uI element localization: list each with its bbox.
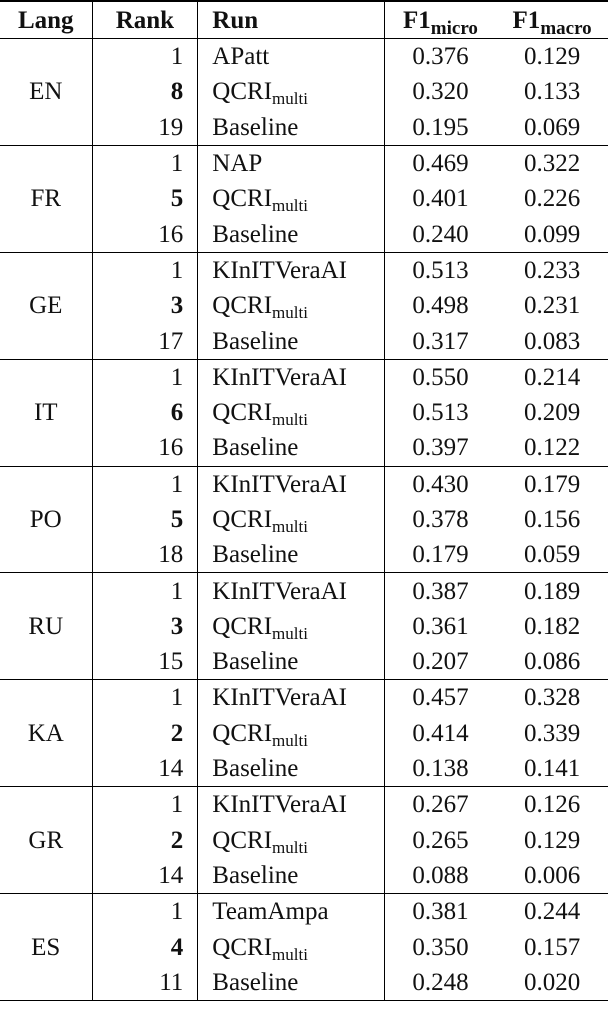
f1-macro-cell: 0.226 bbox=[523, 185, 581, 213]
f1-micro-cell: 0.513 bbox=[412, 399, 469, 427]
run-name: QCRI bbox=[212, 933, 273, 961]
table-row bbox=[0, 609, 608, 644]
run-cell bbox=[198, 965, 384, 1001]
lang-group bbox=[0, 787, 608, 894]
table-row bbox=[0, 181, 608, 216]
lang-cell: EN bbox=[0, 39, 92, 146]
f1-macro-cell: 0.322 bbox=[523, 150, 581, 178]
rank-cell: 1 bbox=[92, 894, 198, 930]
table-row bbox=[0, 466, 608, 502]
table-row bbox=[0, 323, 608, 359]
run-cell bbox=[198, 216, 384, 252]
run-name: QCRI bbox=[212, 78, 273, 106]
rank-cell: 1 bbox=[92, 252, 198, 288]
f1-macro-cell: 0.244 bbox=[523, 898, 581, 926]
run-cell bbox=[198, 751, 384, 787]
rank-cell: 3 bbox=[92, 609, 198, 644]
header-f1-macro bbox=[496, 1, 608, 39]
run-cell bbox=[198, 74, 384, 109]
run-name: Baseline bbox=[212, 327, 299, 355]
table-row bbox=[0, 395, 608, 430]
f1-macro-cell: 0.006 bbox=[523, 861, 581, 889]
f1-macro-cell: 0.339 bbox=[523, 719, 581, 747]
f1-macro-cell: 0.122 bbox=[523, 434, 581, 462]
f1-micro-cell: 0.498 bbox=[412, 292, 469, 320]
f1-micro-cell: 0.265 bbox=[412, 826, 469, 854]
table-row bbox=[0, 39, 608, 75]
table-row bbox=[0, 823, 608, 858]
run-cell bbox=[198, 858, 384, 894]
run-name-subscript: multi bbox=[272, 196, 308, 216]
table-row bbox=[0, 145, 608, 181]
f1-micro-cell: 0.179 bbox=[412, 541, 469, 569]
run-cell bbox=[198, 573, 384, 609]
run-name: KInITVeraAI bbox=[212, 363, 347, 391]
f1-macro-cell: 0.020 bbox=[523, 968, 581, 996]
rank-cell: 3 bbox=[92, 288, 198, 323]
rank-cell: 16 bbox=[92, 216, 198, 252]
run-cell bbox=[198, 323, 384, 359]
run-name: QCRI bbox=[212, 826, 273, 854]
f1-micro-cell: 0.550 bbox=[412, 363, 469, 391]
run-name: QCRI bbox=[212, 185, 273, 213]
header-f1-micro-main: F1 bbox=[403, 6, 431, 34]
f1-micro-cell: 0.457 bbox=[412, 684, 469, 712]
f1-micro-cell: 0.267 bbox=[412, 791, 469, 819]
header-f1-macro-sub: macro bbox=[540, 17, 592, 39]
header-run: Run bbox=[198, 1, 384, 39]
f1-micro-cell: 0.350 bbox=[412, 933, 469, 961]
run-name-subscript: multi bbox=[272, 89, 308, 109]
table-row bbox=[0, 751, 608, 787]
table-row bbox=[0, 110, 608, 146]
f1-micro-cell: 0.376 bbox=[412, 43, 469, 71]
rank-cell: 8 bbox=[92, 74, 198, 109]
header-lang: Lang bbox=[0, 1, 92, 39]
table-header bbox=[0, 1, 608, 39]
run-cell bbox=[198, 787, 384, 823]
lang-cell: IT bbox=[0, 359, 92, 466]
table-row bbox=[0, 537, 608, 573]
header-row bbox=[0, 1, 608, 39]
run-name: KInITVeraAI bbox=[212, 470, 347, 498]
f1-micro-cell: 0.320 bbox=[412, 78, 469, 106]
rank-cell: 1 bbox=[92, 680, 198, 716]
run-name: QCRI bbox=[212, 399, 273, 427]
f1-macro-cell: 0.209 bbox=[523, 399, 581, 427]
f1-macro-cell: 0.141 bbox=[523, 755, 581, 783]
run-name: APatt bbox=[212, 43, 270, 71]
run-cell bbox=[198, 181, 384, 216]
run-cell bbox=[198, 680, 384, 716]
f1-macro-cell: 0.083 bbox=[523, 327, 581, 355]
rank-cell: 1 bbox=[92, 573, 198, 609]
rank-cell: 1 bbox=[92, 787, 198, 823]
rank-cell: 6 bbox=[92, 395, 198, 430]
run-cell bbox=[198, 502, 384, 537]
lang-cell: ES bbox=[0, 894, 92, 1001]
run-cell bbox=[198, 716, 384, 751]
f1-macro-cell: 0.328 bbox=[523, 684, 581, 712]
run-name: Baseline bbox=[212, 755, 299, 783]
run-name-subscript: multi bbox=[272, 837, 308, 857]
run-name: Baseline bbox=[212, 648, 299, 676]
table-row bbox=[0, 74, 608, 109]
table-row bbox=[0, 573, 608, 609]
run-name: NAP bbox=[212, 150, 263, 178]
rank-cell: 5 bbox=[92, 502, 198, 537]
run-cell bbox=[198, 644, 384, 680]
run-name: KInITVeraAI bbox=[212, 577, 347, 605]
table-row bbox=[0, 965, 608, 1001]
f1-macro-cell: 0.129 bbox=[523, 43, 581, 71]
f1-micro-cell: 0.378 bbox=[412, 506, 469, 533]
rank-cell: 2 bbox=[92, 716, 198, 751]
lang-group bbox=[0, 466, 608, 573]
run-name-subscript: multi bbox=[272, 944, 308, 964]
run-cell bbox=[198, 894, 384, 930]
lang-cell: GE bbox=[0, 252, 92, 359]
lang-group bbox=[0, 573, 608, 680]
table-row bbox=[0, 216, 608, 252]
run-name: KInITVeraAI bbox=[212, 256, 347, 284]
rank-cell: 18 bbox=[92, 537, 198, 573]
run-name: Baseline bbox=[212, 968, 299, 996]
rank-cell: 2 bbox=[92, 823, 198, 858]
rank-cell: 14 bbox=[92, 858, 198, 894]
rank-cell: 17 bbox=[92, 323, 198, 359]
f1-macro-cell: 0.099 bbox=[523, 220, 581, 248]
f1-micro-cell: 0.469 bbox=[412, 150, 469, 178]
rank-cell: 1 bbox=[92, 39, 198, 75]
lang-group bbox=[0, 252, 608, 359]
rank-cell: 5 bbox=[92, 181, 198, 216]
lang-group bbox=[0, 894, 608, 1001]
table-row bbox=[0, 680, 608, 716]
header-rank: Rank bbox=[92, 1, 198, 39]
f1-micro-cell: 0.195 bbox=[412, 113, 469, 141]
run-cell bbox=[198, 39, 384, 75]
f1-macro-cell: 0.214 bbox=[523, 363, 581, 391]
lang-cell: RU bbox=[0, 573, 92, 680]
lang-group bbox=[0, 359, 608, 466]
lang-group bbox=[0, 39, 608, 146]
run-name: Baseline bbox=[212, 434, 299, 462]
f1-micro-cell: 0.240 bbox=[412, 220, 469, 248]
table-row bbox=[0, 359, 608, 395]
rank-cell: 14 bbox=[92, 751, 198, 787]
f1-micro-cell: 0.430 bbox=[412, 470, 469, 498]
f1-micro-cell: 0.138 bbox=[412, 755, 469, 783]
run-name-subscript: multi bbox=[272, 303, 308, 323]
f1-micro-cell: 0.513 bbox=[412, 256, 469, 284]
run-cell bbox=[198, 466, 384, 502]
rank-cell: 1 bbox=[92, 145, 198, 181]
header-f1-micro bbox=[384, 1, 496, 39]
run-name: Baseline bbox=[212, 541, 299, 569]
run-name-subscript: multi bbox=[272, 517, 308, 536]
lang-group bbox=[0, 680, 608, 787]
run-cell bbox=[198, 252, 384, 288]
table-row bbox=[0, 929, 608, 964]
f1-macro-cell: 0.157 bbox=[523, 933, 581, 961]
f1-macro-cell: 0.156 bbox=[523, 506, 581, 533]
run-cell bbox=[198, 929, 384, 964]
run-cell bbox=[198, 609, 384, 644]
run-cell bbox=[198, 359, 384, 395]
run-name: QCRI bbox=[212, 612, 273, 640]
run-name: KInITVeraAI bbox=[212, 684, 347, 712]
run-cell bbox=[198, 288, 384, 323]
run-cell bbox=[198, 823, 384, 858]
f1-macro-cell: 0.086 bbox=[523, 648, 581, 676]
table-row bbox=[0, 288, 608, 323]
lang-cell: KA bbox=[0, 680, 92, 787]
table-row bbox=[0, 430, 608, 466]
run-name: TeamAmpa bbox=[212, 898, 329, 926]
f1-micro-cell: 0.381 bbox=[412, 898, 469, 926]
table-row bbox=[0, 502, 608, 537]
f1-micro-cell: 0.414 bbox=[412, 719, 469, 747]
table-row bbox=[0, 252, 608, 288]
run-name-subscript: multi bbox=[272, 623, 308, 643]
f1-macro-cell: 0.069 bbox=[523, 113, 581, 141]
run-cell bbox=[198, 395, 384, 430]
f1-macro-cell: 0.059 bbox=[523, 541, 581, 569]
f1-micro-cell: 0.397 bbox=[412, 434, 469, 462]
run-name: Baseline bbox=[212, 113, 299, 141]
run-cell bbox=[198, 430, 384, 466]
header-f1-micro-sub: micro bbox=[430, 17, 478, 39]
f1-micro-cell: 0.387 bbox=[412, 577, 469, 605]
f1-macro-cell: 0.179 bbox=[523, 470, 581, 498]
table-row bbox=[0, 716, 608, 751]
lang-cell: PO bbox=[0, 466, 92, 573]
rank-cell: 16 bbox=[92, 430, 198, 466]
run-name-subscript: multi bbox=[272, 410, 308, 430]
run-name-subscript: multi bbox=[272, 730, 308, 750]
f1-micro-cell: 0.317 bbox=[412, 327, 469, 355]
f1-micro-cell: 0.248 bbox=[412, 968, 469, 996]
f1-micro-cell: 0.207 bbox=[412, 648, 469, 676]
f1-micro-cell: 0.361 bbox=[412, 612, 469, 640]
rank-cell: 15 bbox=[92, 644, 198, 680]
f1-macro-cell: 0.233 bbox=[523, 256, 581, 284]
f1-macro-cell: 0.231 bbox=[523, 292, 581, 320]
run-name: KInITVeraAI bbox=[212, 791, 347, 819]
rank-cell: 1 bbox=[92, 359, 198, 395]
run-cell bbox=[198, 145, 384, 181]
table-row bbox=[0, 858, 608, 894]
rank-cell: 19 bbox=[92, 110, 198, 146]
header-f1-macro-main: F1 bbox=[512, 6, 541, 34]
rank-cell: 11 bbox=[92, 965, 198, 1001]
f1-micro-cell: 0.401 bbox=[412, 185, 469, 213]
run-cell bbox=[198, 110, 384, 146]
run-name: QCRI bbox=[212, 506, 273, 533]
run-name: QCRI bbox=[212, 719, 273, 747]
rank-cell: 1 bbox=[92, 466, 198, 502]
run-name: QCRI bbox=[212, 292, 273, 320]
run-name: Baseline bbox=[212, 220, 299, 248]
f1-macro-cell: 0.129 bbox=[523, 826, 581, 854]
table-row bbox=[0, 644, 608, 680]
run-cell bbox=[198, 537, 384, 573]
table-row bbox=[0, 787, 608, 823]
f1-micro-cell: 0.088 bbox=[412, 861, 469, 889]
run-name: Baseline bbox=[212, 861, 299, 889]
lang-group bbox=[0, 145, 608, 252]
lang-cell: FR bbox=[0, 145, 92, 252]
f1-macro-cell: 0.126 bbox=[523, 791, 581, 819]
f1-macro-cell: 0.189 bbox=[523, 577, 581, 605]
f1-macro-cell: 0.182 bbox=[523, 612, 581, 640]
table-row bbox=[0, 894, 608, 930]
lang-cell: GR bbox=[0, 787, 92, 894]
f1-macro-cell: 0.133 bbox=[523, 78, 581, 106]
rank-cell: 4 bbox=[92, 929, 198, 964]
